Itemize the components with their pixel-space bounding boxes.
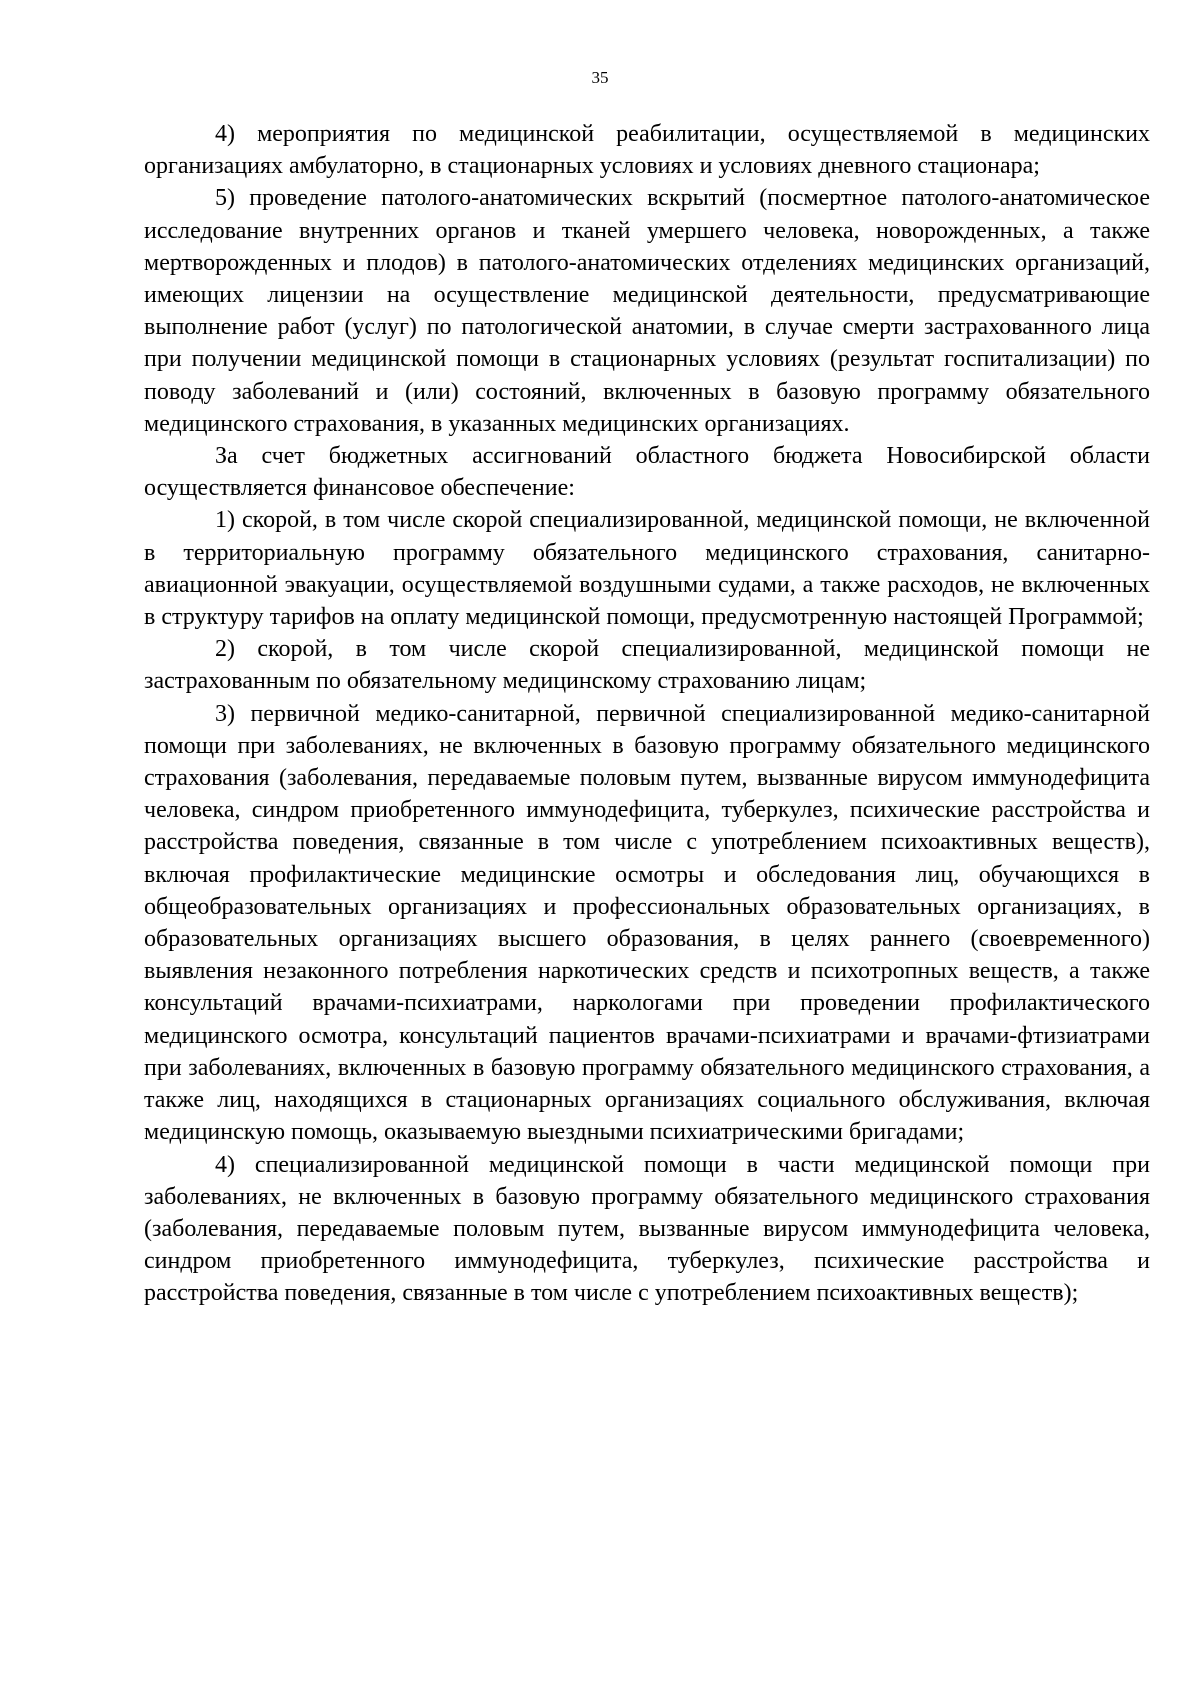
paragraph-uninsured-emergency: 2) скорой, в том числе скорой специализированной, медицинской помощи не застрахованным по обязательному медицинскому страхованию лицам; xyxy=(144,636,1150,695)
paragraph-rehabilitation: 4) мероприятия по медицинской реабилитации, осуществляемой в медицинских организациях амбулаторно, в стационарных условиях и условиях дневного стационара; xyxy=(144,121,1150,180)
paragraph-autopsies: 5) проведение патолого-анатомических вскрытий (посмертное патолого-анатомическое исследование внутренних органов и тканей умершего человека, новорожденных, а также мертворожденных и плодов) в патолого-анатомических отделениях медицинских организаций, имеющих лицензии на осуществление медицинской деятельности, предусматривающие выполнение работ (услуг) по патологической анатомии, в случае смерти застрахованного лица при получении медицинской помощи в стационарных условиях (результат госпитализации) по поводу заболеваний и (или) состояний, включенных в базовую программу обязательного медицинского страхования, в указанных медицинских организациях. xyxy=(144,185,1150,437)
paragraph-emergency-care: 1) скорой, в том числе скорой специализированной, медицинской помощи, не включенной в территориальную программу обязательного медицинского страхования, санитарно-авиационной эвакуации, осуществляемой воздушными судами, а также расходов, не включенных в структуру тарифов на оплату медицинской помощи, предусмотренную настоящей Программой; xyxy=(144,507,1150,631)
document-body xyxy=(144,118,1150,1310)
paragraph-regional-budget-intro: За счет бюджетных ассигнований областного бюджета Новосибирской области осуществляется финансовое обеспечение: xyxy=(144,443,1150,502)
paragraph-specialized-care: 4) специализированной медицинской помощи в части медицинской помощи при заболеваниях, не включенных в базовую программу обязательного медицинского страхования (заболевания, передаваемые половым путем, вызванные вирусом иммунодефицита человека, синдром приобретенного иммунодефицита, туберкулез, психические расстройства и расстройства поведения, связанные в том числе с употреблением психоактивных веществ); xyxy=(144,1151,1150,1307)
page-number: 35 xyxy=(591,68,609,87)
paragraph-primary-care: 3) первичной медико-санитарной, первичной специализированной медико-санитарной помощи при заболеваниях, не включенных в базовую программу обязательного медицинского страхования (заболевания, передаваемые половым путем, вызванные вирусом иммунодефицита человека, синдром приобретенного иммунодефицита, туберкулез, психические расстройства и расстройства поведения, связанные в том числе с употреблением психоактивных веществ), включая профилактические медицинские осмотры и обследования лиц, обучающихся в общеобразовательных организациях и профессиональных образовательных организациях, в образовательных организациях высшего образования, в целях раннего (своевременного) выявления незаконного потребления наркотических средств и психотропных веществ, а также консультаций врачами-психиатрами, наркологами при проведении профилактического медицинского осмотра, консультаций пациентов врачами-психиатрами и врачами-фтизиатрами при заболеваниях, включенных в базовую программу обязательного медицинского страхования, а также лиц, находящихся в стационарных организациях социального обслуживания, включая медицинскую помощь, оказываемую выездными психиатрическими бригадами; xyxy=(144,700,1150,1146)
